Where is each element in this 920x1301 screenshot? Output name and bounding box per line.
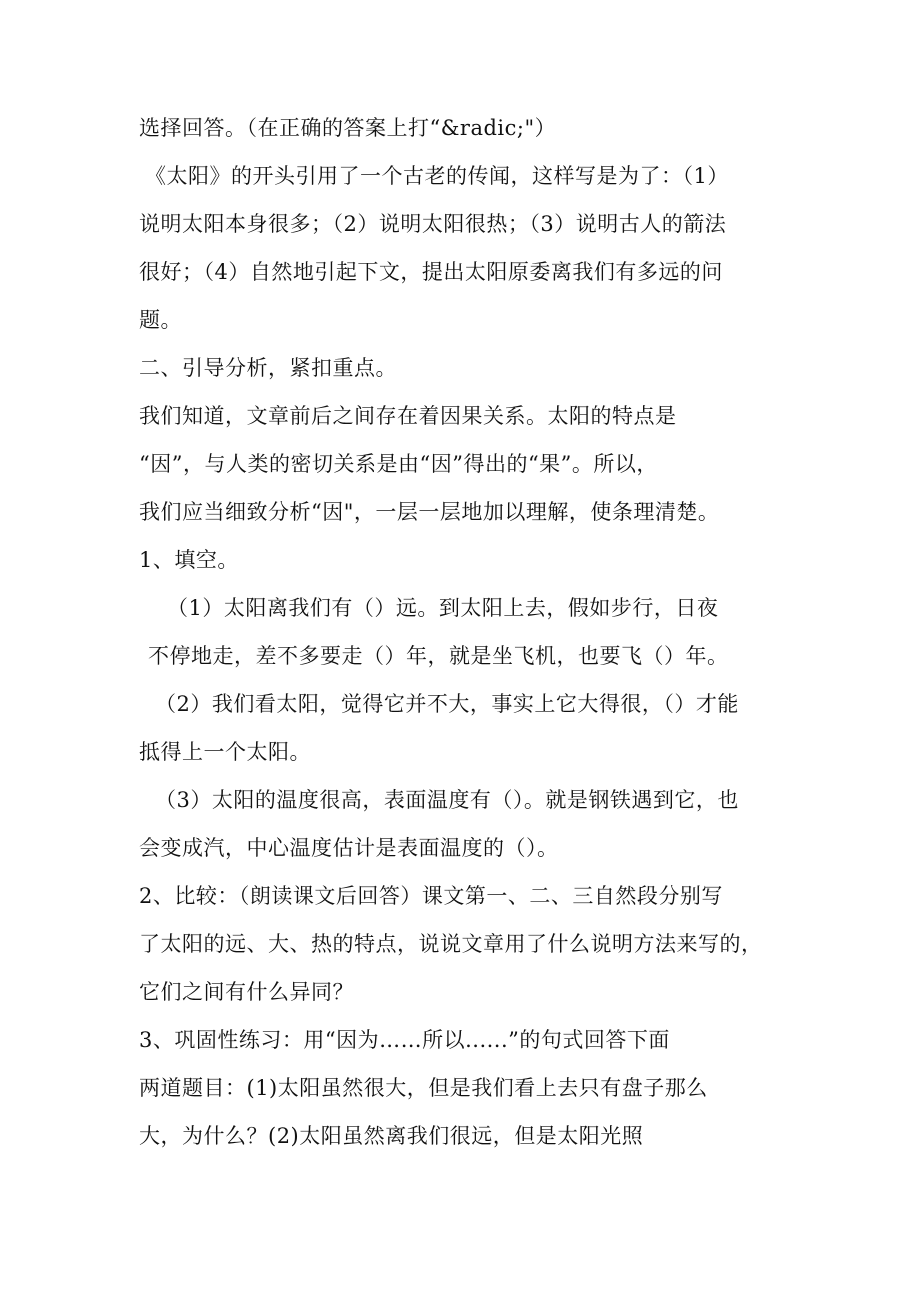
text-line-paragraph: “因”，与人类的密切关系是由“因”得出的“果”。所以， [139, 452, 658, 476]
text-line-options-end: 题。 [139, 308, 182, 332]
exercise-heading-fill-blank: 1、填空。 [139, 548, 239, 572]
text-line-options: 说明太阳本身很多；（2）说明太阳很热；（3）说明古人的箭法 [139, 212, 727, 236]
fill-blank-item-2: （2）我们看太阳，觉得它并不大，事实上它大得很，（）才能 [155, 692, 739, 716]
section-heading-analysis: 二、引导分析，紧扣重点。 [139, 356, 397, 380]
text-line-answer-instruction: 选择回答。（在正确的答案上打“&radic;"） [139, 116, 557, 140]
fill-blank-item-3-cont: 会变成汽，中心温度估计是表面温度的（）。 [139, 836, 559, 860]
fill-blank-item-1-cont: 不停地走，差不多要走（）年，就是坐飞机，也要飞（）年。 [148, 644, 729, 668]
text-line-options-cont: 很好；（4）自然地引起下文，提出太阳原委离我们有多远的问 [139, 260, 723, 284]
exercise-practice-cont: 两道题目：(1)太阳虽然很大，但是我们看上去只有盘子那么 [139, 1076, 708, 1100]
text-line-question-intro: 《太阳》的开头引用了一个古老的传闻，这样写是为了：（1） [145, 164, 729, 188]
text-line-paragraph: 我们应当细致分析“因"，一层一层地加以理解，使条理清楚。 [139, 500, 720, 524]
fill-blank-item-2-cont: 抵得上一个太阳。 [139, 740, 311, 764]
fill-blank-item-3: （3）太阳的温度很高，表面温度有（）。就是钢铁遇到它，也 [155, 788, 739, 812]
exercise-practice: 3、巩固性练习：用“因为……所以......”的句式回答下面 [139, 1028, 670, 1052]
exercise-practice-end: 大，为什么？(2)太阳虽然离我们很远，但是太阳光照 [139, 1124, 644, 1148]
exercise-compare-end: 它们之间有什么异同？ [139, 980, 354, 1004]
exercise-compare-cont: 了太阳的远、大、热的特点，说说文章用了什么说明方法来写的， [139, 932, 763, 956]
text-line-paragraph: 我们知道，文章前后之间存在着因果关系。太阳的特点是 [139, 404, 677, 428]
exercise-compare: 2、比较：（朗读课文后回答）课文第一、二、三自然段分别写 [139, 884, 723, 908]
fill-blank-item-1: （1）太阳离我们有（）远。到太阳上去，假如步行，日夜 [167, 596, 719, 620]
